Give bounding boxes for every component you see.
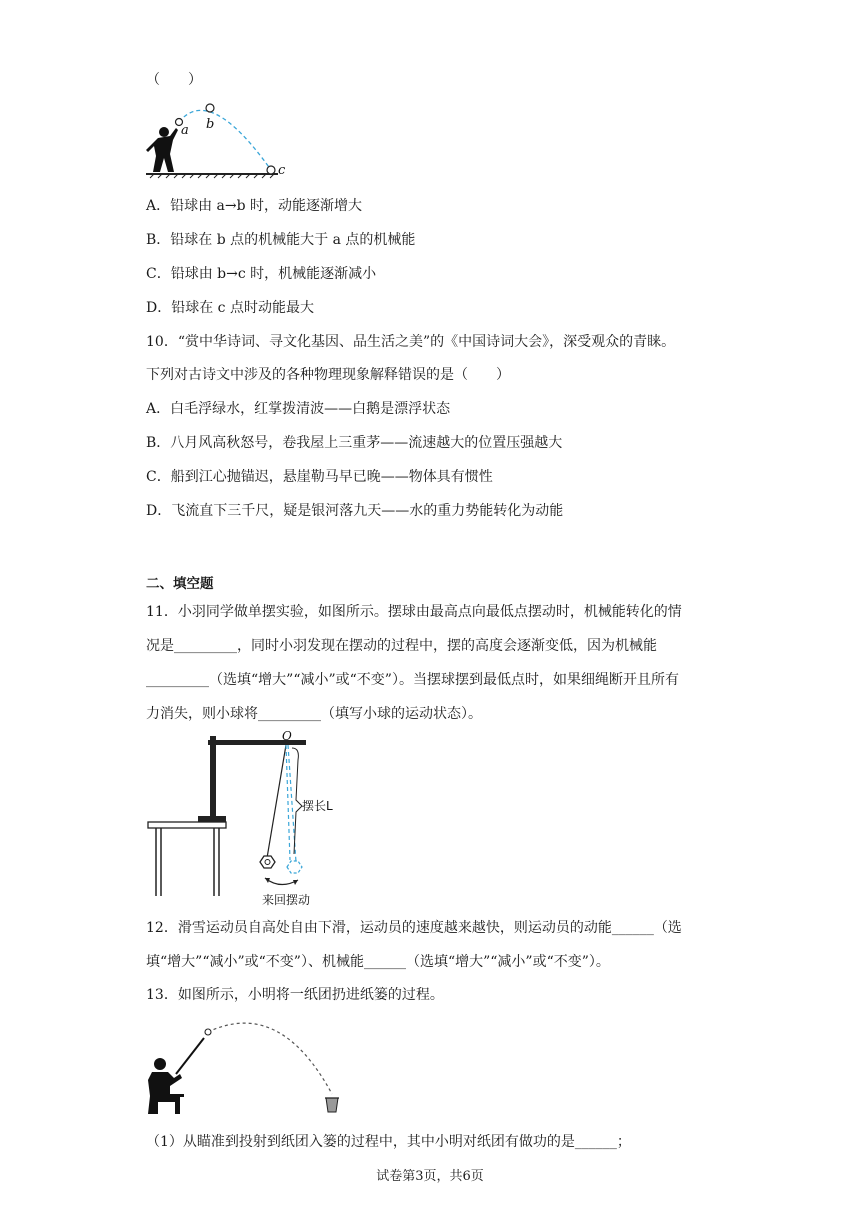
paper-throw-figure [140,1016,360,1120]
ball-c [267,166,275,174]
q13-sub1: （1）从瞄准到投射到纸团入篓的过程中，其中小明对纸团有做功的是______； [146,1134,631,1150]
label-swing: 来回摆动 [262,893,311,907]
q10-option-b: B．八月风高秋怒号，卷我屋上三重茅——流速越大的位置压强越大 [146,435,563,451]
label-o: O [282,730,292,743]
ball-left [260,856,275,868]
q11-line2: 况是_________，同时小羽发现在摆动的过程中，摆的高度会逐渐变低，因为机械能 [146,638,657,654]
q10-option-c: C．船到江心抛锚迟，悬崖勒马早已晚——物体具有惯性 [146,469,493,485]
q11-line3: _________（选填“增大”“减小”或“不变”）。当摆球摆到最低点时，如果细绳断开且所有 [146,672,679,688]
ball-b [206,104,214,112]
label-length: 摆长L [302,799,333,813]
paper-path [208,1023,332,1094]
q9-option-c: C．铅球由 b→c 时，机械能逐渐减小 [146,266,377,282]
q9-option-d: D．铅球在 c 点时动能最大 [146,300,314,316]
athlete-silhouette [146,127,178,172]
shotput-figure [140,98,290,184]
ball-right [287,861,302,873]
label-a: a [181,123,189,138]
q9-option-a: A．铅球由 a→b 时，动能逐渐增大 [146,198,363,214]
trajectory-path [179,110,271,170]
q11-line1: 11．小羽同学做单摆实验，如图所示。摆球由最高点向最低点摆动时，机械能转化的情 [146,604,682,620]
q12-line2: 填“增大”“减小”或“不变”）、机械能______（选填“增大”“减小”或“不变”）。 [146,954,610,970]
paper-ball [205,1029,211,1035]
q10-stem-line1: 10．“赏中华诗词、寻文化基因、品生活之美”的《中国诗词大会》，深受观众的青睐。 [146,334,676,350]
pendulum-figure [140,730,370,910]
q9-option-b: B．铅球在 b 点的机械能大于 a 点的机械能 [146,232,416,248]
q11-line4: 力消失，则小球将_________（填写小球的运动状态）。 [146,706,482,722]
page-footer: 试卷第3页，共6页 [376,1169,484,1184]
wastebasket [326,1098,338,1112]
section-title: 二、填空题 [146,576,214,592]
q12-line1: 12．滑雪运动员自高处自由下滑，运动员的速度越来越快，则运动员的动能______（选 [146,920,682,936]
q9-answer-blank: （ ） [146,72,202,88]
q10-option-a: A．白毛浮绿水，红掌拨清波——白鹅是漂浮状态 [146,401,451,417]
label-c: c [278,163,286,178]
q13-stem: 13．如图所示，小明将一纸团扔进纸篓的过程。 [146,987,444,1003]
q10-stem-line2: 下列对古诗文中涉及的各种物理现象解释错误的是（ ） [146,367,510,383]
label-b: b [206,117,215,132]
q10-option-d: D．飞流直下三千尺，疑是银河落九天——水的重力势能转化为动能 [146,503,564,519]
